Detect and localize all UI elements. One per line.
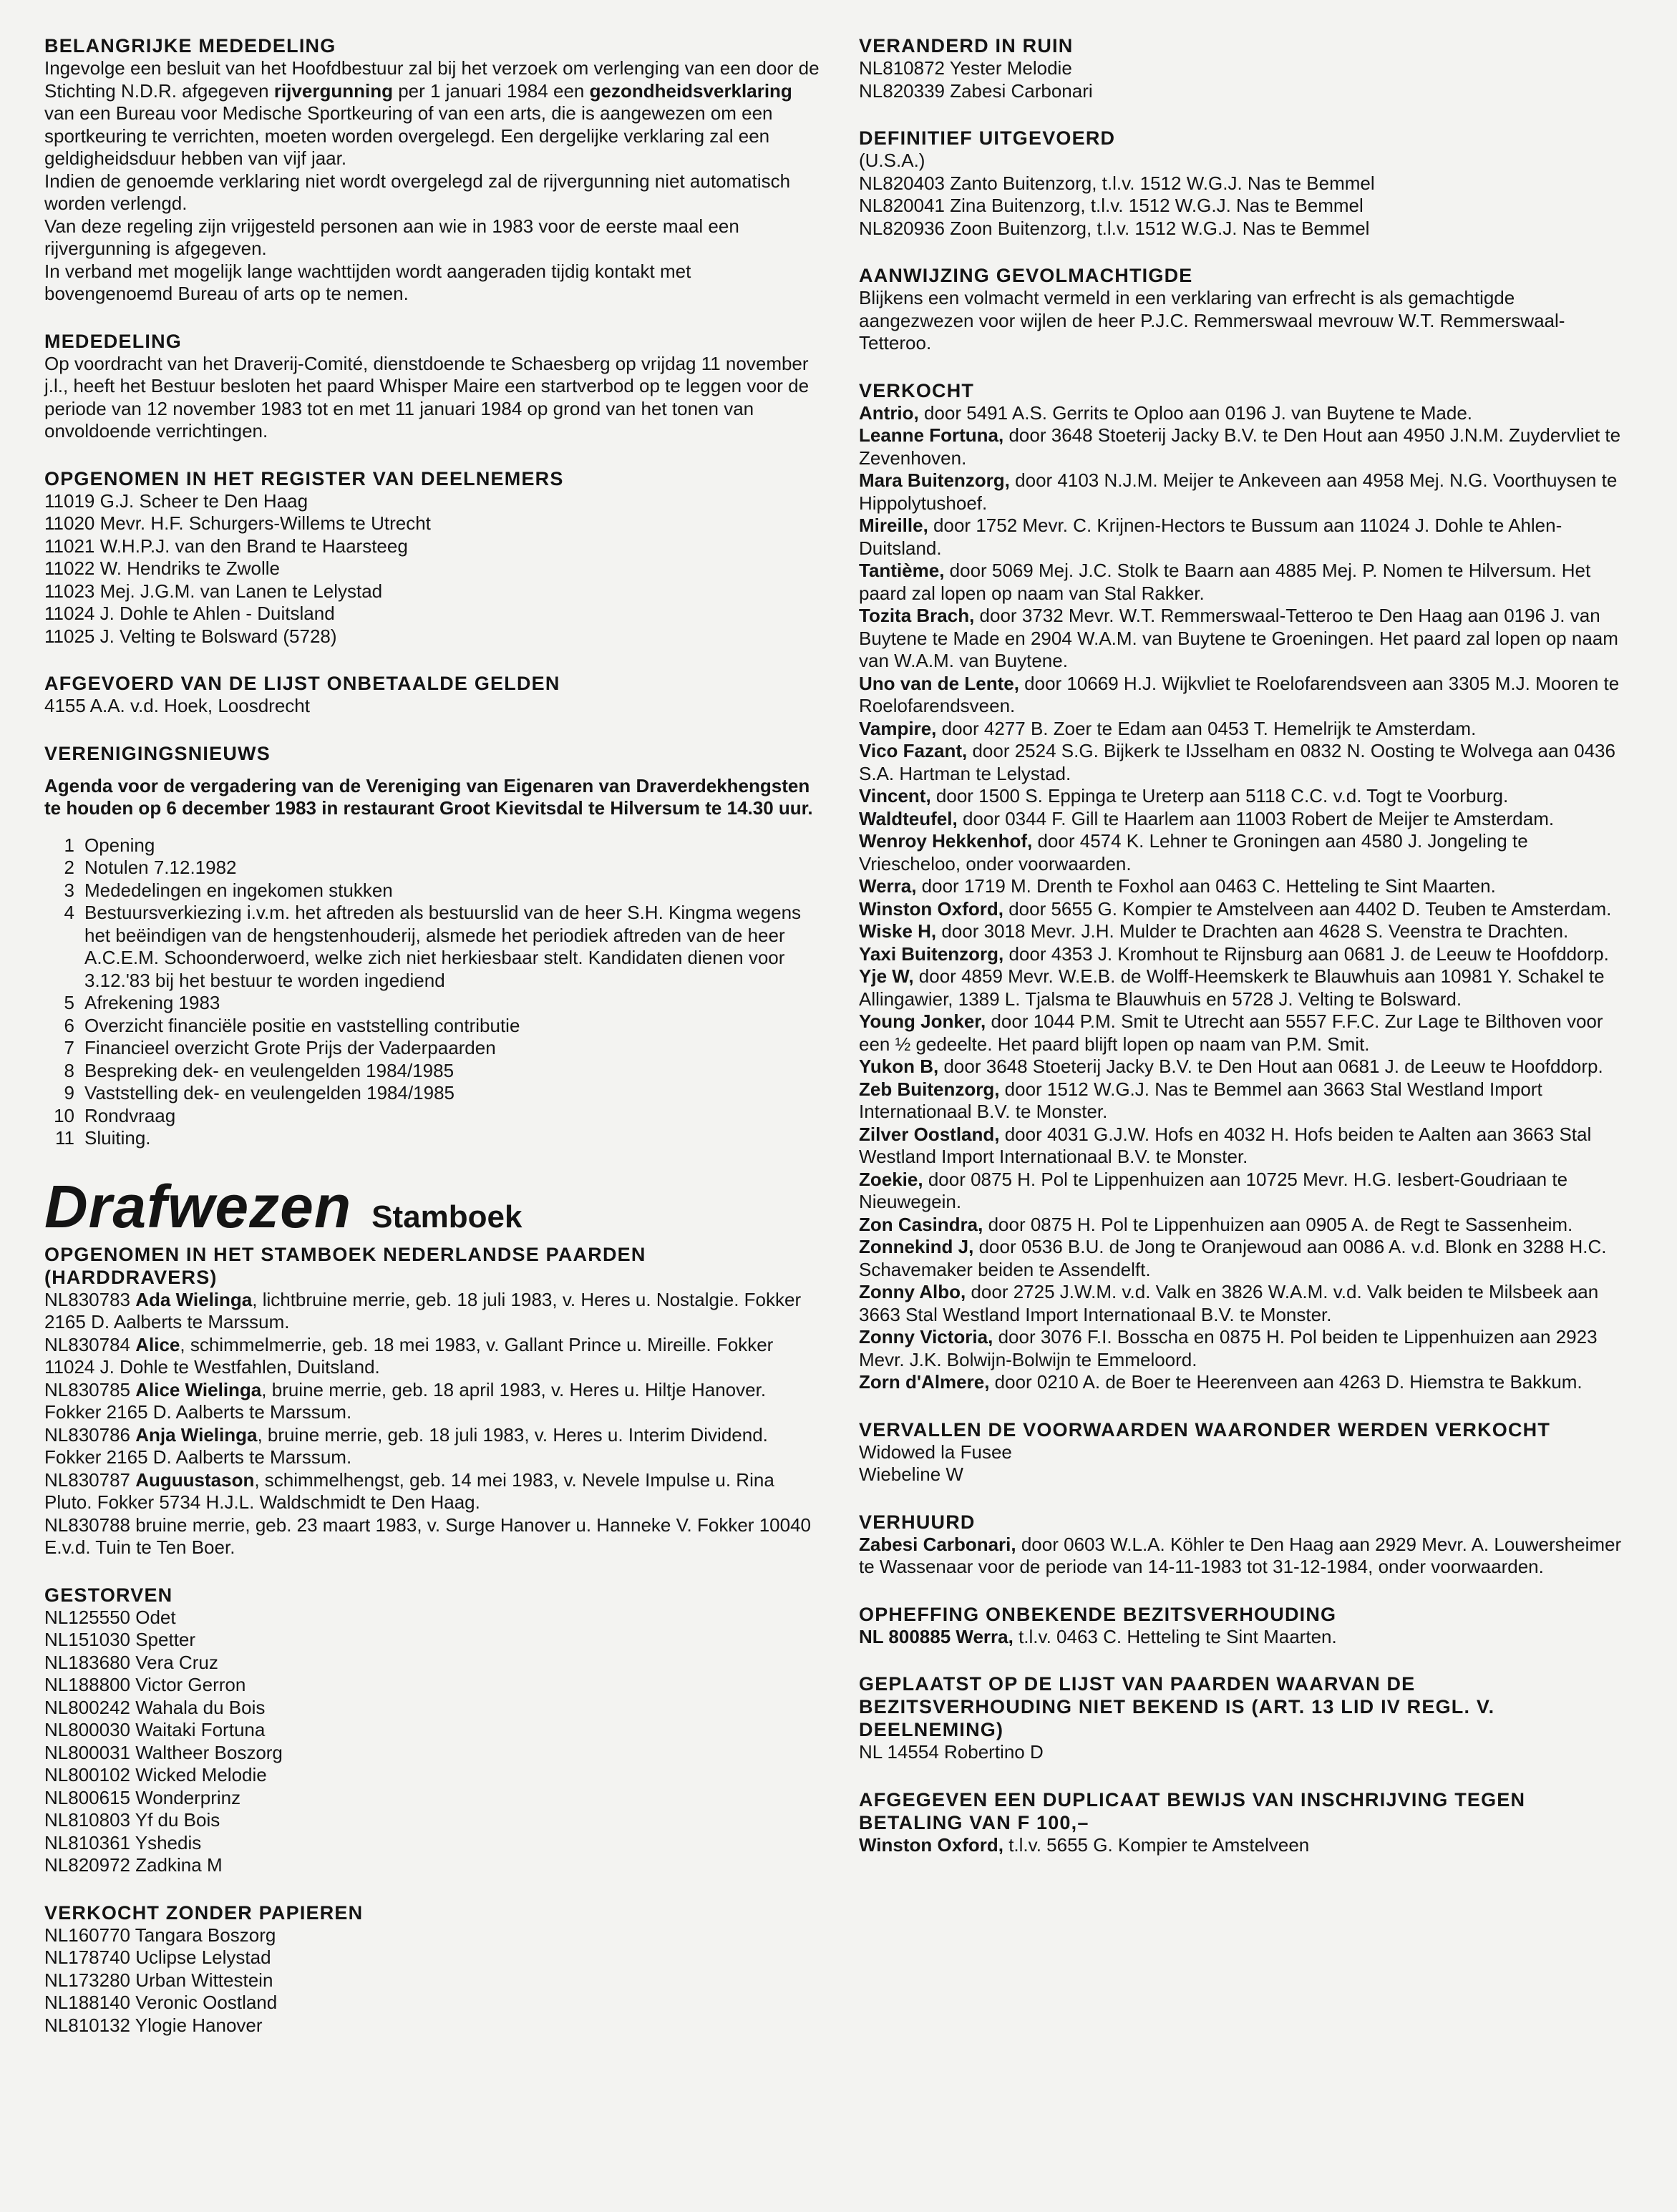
entry-text: door 4031 G.J.W. Hofs en 4032 H. Hofs beiden te Aalten aan 3663 Stal Westland Import Internationaal B.V. te Monster. (859, 1123, 1592, 1167)
verkocht-entry (859, 1056, 1632, 1078)
list-item: NL810361 Yshedis (44, 1831, 202, 1853)
entry-text: door 2524 S.G. Bijkerk te IJsselham en 0832 N. Oosting te Wolvega aan 0436 S.A. Hartman te Lelystad. (859, 740, 1615, 784)
section-heading: GEPLAATST OP DE LIJST VAN PAARDEN WAARVAN DE BEZITSVERHOUDING NIET BEKEND IS (ART. 13 LID IV REGL. V. DEELNEMING) (859, 1673, 1495, 1740)
horse-name: Vampire, (859, 717, 937, 739)
section-heading: AFGEVOERD VAN DE LIJST ONBETAALDE GELDEN (44, 673, 560, 694)
text-run: , bruine merrie, geb. 18 juli 1983, v. Heres u. Interim Dividend. Fokker 2165 D. Aalberts te Marssum. (44, 1423, 768, 1468)
entry-text: door 5655 G. Kompier te Amstelveen aan 4402 D. Teuben te Amsterdam. (1003, 897, 1612, 920)
section-heading: DEFINITIEF UITGEVOERD (859, 127, 1116, 149)
bold-term: gezondheidsverklaring (589, 79, 792, 102)
list-item: NL820936 Zoon Buitenzorg, t.l.v. 1512 W.G.J. Nas te Bemmel (859, 217, 1370, 239)
text-run: NL830787 (44, 1468, 136, 1491)
entry-text: door 0875 H. Pol te Lippenhuizen aan 10725 Mevr. H.G. Iesbert-Goudriaan te Nieuwegein. (859, 1168, 1568, 1212)
section-verenigingsnieuws (44, 742, 821, 1150)
list-item: 11020 Mevr. H.F. Schurgers-Willems te Utrecht (44, 512, 431, 534)
list-item: 11021 W.H.P.J. van den Brand te Haarsteeg (44, 535, 408, 557)
section-stamboek (44, 1243, 821, 1559)
paragraph: Op voordracht van het Draverij-Comité, dienstdoende te Schaesberg op vrijdag 11 november j.l., heeft het Bestuur besloten het paard Whisper Maire een startverbod op te leggen voor de periode van 12 november 1983 tot en met 11 januari 1984 op grond van het tonen van onvoldoende verrichtingen. (44, 352, 810, 442)
agenda-intro: Agenda voor de vergadering van de Vereniging van Eigenaren van Draverdekhengsten te houden op 6 december 1983 in restaurant Groot Kievitsdal te Hilversum te 14.30 uur. (44, 774, 813, 819)
verkocht-entry (859, 402, 1632, 425)
agenda-text: Sluiting. (84, 1127, 151, 1149)
list-item: NL800242 Wahala du Bois (44, 1696, 266, 1718)
agenda-text: Vaststelling dek- en veulengelden 1984/1985 (84, 1082, 455, 1103)
list-item: NL188140 Veronic Oostland (44, 1992, 278, 2013)
agenda-item (44, 1105, 821, 1128)
entry-text: door 4859 Mevr. W.E.B. de Wolff-Heemskerk te Blauwhuis aan 10981 Y. Schakel te Allingawier, 1389 L. Tjalsma te Blauwhuis en 5728 J. Velting te Bolsward. (859, 965, 1605, 1010)
verkocht-entry (859, 673, 1632, 718)
section-duplicaat (859, 1788, 1632, 1857)
agenda-item (44, 857, 821, 880)
bold-term: Ada Wielinga (135, 1288, 253, 1310)
list-item: NL820041 Zina Buitenzorg, t.l.v. 1512 W.G.J. Nas te Bemmel (859, 195, 1364, 216)
text-run: , bruine merrie, geb. 18 april 1983, v. Heres u. Hiltje Hanover. Fokker 2165 D. Aalberts te Marssum. (44, 1378, 767, 1423)
text-run: , schimmelmerrie, geb. 18 mei 1983, v. Gallant Prince u. Mireille. Fokker 11024 J. Dohle te Westfahlen, Duitsland. (44, 1333, 774, 1378)
agenda-item (44, 992, 821, 1015)
section-gestorven (44, 1584, 821, 1877)
entry-text: door 1512 W.G.J. Nas te Bemmel aan 3663 Stal Westland Import Internationaal B.V. te Monster. (859, 1078, 1542, 1122)
list-item: 11022 W. Hendriks te Zwolle (44, 557, 280, 579)
text-run: NL830786 (44, 1423, 136, 1446)
verkocht-entries (859, 402, 1632, 1394)
register-list (44, 490, 821, 648)
horse-name: Mireille, (859, 515, 928, 536)
verkocht-entry (859, 1371, 1632, 1394)
entry-name: Zabesi Carbonari, (859, 1533, 1016, 1555)
vervallen-list (859, 1441, 1632, 1486)
verkocht-entry (859, 1078, 1632, 1124)
horse-name: Wiske H, (859, 920, 937, 942)
verkocht-entry (859, 469, 1632, 515)
horse-name: Leanne Fortuna, (859, 424, 1004, 446)
agenda-item (44, 1060, 821, 1083)
horse-name: Zonnekind J, (859, 1236, 974, 1257)
gestorven-list (44, 1607, 821, 1877)
entry-text: door 3018 Mevr. J.H. Mulder te Drachten aan 4628 S. Veenstra te Drachten. (936, 920, 1569, 942)
stamboek-entry (44, 1424, 821, 1469)
agenda-list (44, 834, 821, 1150)
entry-text: door 1752 Mevr. C. Krijnen-Hectors te Bussum aan 11024 J. Dohle te Ahlen-Duitsland. (859, 515, 1562, 559)
verkocht-entry (859, 830, 1632, 875)
text-run: Ingevolge een besluit van het Hoofdbestuur zal bij het verzoek om verlenging van een door de Stichting N.D.R. afgegeven (44, 57, 820, 102)
geplaatst-list (859, 1741, 1632, 1764)
paragraph (44, 57, 821, 170)
verkocht-entry (859, 920, 1632, 943)
agenda-text: Overzicht financiële positie en vaststelling contributie (84, 1014, 520, 1036)
list-item: (U.S.A.) (859, 150, 925, 171)
verkocht-entry (859, 605, 1632, 673)
agenda-number: 10 (54, 1104, 74, 1126)
agenda-item (44, 1037, 821, 1060)
list-item: 11023 Mej. J.G.M. van Lanen te Lelystad (44, 580, 383, 602)
list-item: 11019 G.J. Scheer te Den Haag (44, 489, 308, 512)
section-ruin (859, 34, 1632, 102)
list-item: NL810803 Yf du Bois (44, 1809, 220, 1831)
verkocht-entry (859, 1010, 1632, 1056)
section-heading: BELANGRIJKE MEDEDELING (44, 35, 336, 57)
ruin-list (859, 57, 1632, 102)
entry-text: door 0536 B.U. de Jong te Oranjewoud aan 0086 A. v.d. Blonk en 3288 H.C. Schavemaker beiden te Assendelft. (859, 1236, 1607, 1280)
verkocht-entry (859, 718, 1632, 741)
section-heading: VERENIGINGSNIEUWS (44, 742, 271, 764)
section-vervallen (859, 1418, 1632, 1486)
list-item: Widowed la Fusee (859, 1441, 1012, 1463)
stamboek-entry (44, 1379, 821, 1424)
paragraph: Van deze regeling zijn vrijgesteld personen aan wie in 1983 voor de eerste maal een rijvergunning is afgegeven. (44, 215, 739, 259)
zonder-papieren-list (44, 1924, 821, 2037)
entry-text: door 1500 S. Eppinga te Ureterp aan 5118 C.C. v.d. Togt te Voorburg. (930, 785, 1509, 807)
list-item: NL800615 Wonderprinz (44, 1786, 241, 1808)
horse-name: Tozita Brach, (859, 605, 975, 626)
text-run: , schimmelhengst, geb. 14 mei 1983, v. Nevele Impulse u. Rina Pluto. Fokker 5734 H.J.L. Waldschmidt te Den Haag. (44, 1468, 774, 1513)
list-item: 4155 A.A. v.d. Hoek, Loosdrecht (44, 695, 310, 716)
stamboek-entry (44, 1514, 821, 1559)
entry-text: door 3648 Stoeterij Jacky B.V. te Den Hout aan 4950 J.N.M. Zuydervliet te Zevenhoven. (859, 424, 1621, 469)
text-run: NL830784 (44, 1333, 136, 1355)
section-zonder-papieren (44, 1901, 821, 2037)
list-item: NL810872 Yester Melodie (859, 57, 1072, 79)
section-uitgevoerd (859, 127, 1632, 240)
entry (859, 1534, 1632, 1579)
verkocht-entry (859, 785, 1632, 808)
entry-text: door 2725 J.W.M. v.d. Valk en 3826 W.A.M. v.d. Valk beiden te Milsbeek aan 3663 Stal Westland Import Internationaal B.V. te Monster. (859, 1281, 1599, 1325)
entry-text: door 3648 Stoeterij Jacky B.V. te Den Hout aan 0681 J. de Leeuw te Hoofddorp. (938, 1056, 1603, 1077)
stamboek-entry (44, 1469, 821, 1514)
horse-name: Uno van de Lente, (859, 672, 1019, 694)
agenda-item (44, 880, 821, 902)
entry-text: t.l.v. 5655 G. Kompier te Amstelveen (1003, 1833, 1310, 1856)
agenda-number: 4 (64, 902, 74, 923)
left-column (44, 34, 821, 2061)
entry-text: door 1719 M. Drenth te Foxhol aan 0463 C. Hetteling te Sint Maarten. (916, 875, 1496, 897)
agenda-number: 1 (64, 834, 74, 856)
agenda-number: 3 (64, 879, 74, 901)
agenda-item (44, 834, 821, 857)
section-heading: VERKOCHT ZONDER PAPIEREN (44, 1901, 364, 1924)
section-heading: AFGEGEVEN EEN DUPLICAAT BEWIJS VAN INSCHRIJVING TEGEN BETALING VAN F 100,– (859, 1788, 1526, 1833)
text-run: NL830783 (44, 1288, 136, 1310)
section-heading: VERVALLEN DE VOORWAARDEN WAARONDER WERDEN VERKOCHT (859, 1418, 1551, 1441)
entry-name: NL 800885 Werra, (859, 1625, 1014, 1647)
stamboek-entries (44, 1289, 821, 1559)
verkocht-entry (859, 515, 1632, 560)
agenda-item (44, 1015, 821, 1038)
horse-name: Yje W, (859, 965, 914, 987)
section-heading: OPHEFFING ONBEKENDE BEZITSVERHOUDING (859, 1603, 1337, 1625)
agenda-text: Bespreking dek- en veulengelden 1984/1985 (84, 1059, 455, 1081)
entry-text: door 4277 B. Zoer te Edam aan 0453 T. Hemelrijk te Amsterdam. (936, 717, 1477, 739)
agenda-text: Notulen 7.12.1982 (84, 857, 237, 878)
verkocht-entry (859, 1214, 1632, 1237)
section-heading: OPGENOMEN IN HET STAMBOEK NEDERLANDSE PAARDEN (HARDDRAVERS) (44, 1243, 646, 1288)
verkocht-entry (859, 1281, 1632, 1326)
list-item: 11025 J. Velting te Bolsward (5728) (44, 625, 337, 647)
entry (859, 1834, 1632, 1857)
paragraph: In verband met mogelijk lange wachttijden wordt aangeraden tijdig kontakt met bovengenoemd Bureau of arts op te nemen. (44, 260, 691, 304)
verkocht-entry (859, 808, 1632, 831)
text-run: van een Bureau voor Medische Sportkeuring of van een arts, die is aangewezen om een sportkeuring te verrichten, moeten worden overgelegd. Een dergelijke verklaring zal een geldigheidsduur hebben van vijf jaar. (44, 102, 773, 169)
list-item: NL173280 Urban Wittestein (44, 1969, 273, 1991)
agenda-number: 2 (64, 857, 74, 878)
agenda-number: 11 (55, 1127, 74, 1149)
agenda-number: 5 (64, 992, 74, 1013)
horse-name: Zorn d'Almere, (859, 1371, 990, 1393)
agenda-text: Bestuursverkiezing i.v.m. het aftreden als bestuurslid van de heer S.H. Kingma wegens het beëindigen van de hengstenhouderij, alsmede het periodiek aftreden van de heer A.C.E.M. Schoonderwoerd, welke zich niet herkiesbaar stelt. Kandidaten dienen voor 3.12.'83 bij het bestuur te worden ingediend (84, 902, 802, 991)
agenda-item (44, 1127, 821, 1150)
section-heading: AANWIJZING GEVOLMACHTIGDE (859, 265, 1193, 286)
list-item: NL125550 Odet (44, 1606, 176, 1628)
entry-text: door 0875 H. Pol te Lippenhuizen aan 0905 A. de Regt te Sassenheim. (983, 1213, 1573, 1235)
horse-name: Yukon B, (859, 1056, 939, 1077)
horse-name: Zonny Albo, (859, 1281, 966, 1302)
bold-term: Alice Wielinga (135, 1378, 262, 1400)
drafwezen-masthead (44, 1174, 821, 1239)
list-item: NL183680 Vera Cruz (44, 1651, 218, 1673)
agenda-item (44, 902, 821, 992)
section-heading: VERANDERD IN RUIN (859, 35, 1074, 57)
section-heading: MEDEDELING (44, 330, 183, 352)
list-item: NL820972 Zadkina M (44, 1854, 223, 1876)
verkocht-entry (859, 943, 1632, 966)
entry-name: Winston Oxford, (859, 1833, 1003, 1856)
agenda-text: Opening (84, 834, 155, 856)
section-heading: VERKOCHT (859, 379, 975, 401)
section-verhuurd (859, 1511, 1632, 1579)
agenda-number: 7 (64, 1037, 74, 1058)
list-item: NL800102 Wicked Melodie (44, 1764, 267, 1785)
entry-text: door 3076 F.I. Bosscha en 0875 H. Pol beiden te Lippenhuizen aan 2923 Mevr. J.K. Bolwijn-Bolwijn te Emmeloord. (859, 1326, 1598, 1370)
paragraph: Indien de genoemde verklaring niet wordt overgelegd zal de rijvergunning niet automatisch worden verlengd. (44, 170, 791, 214)
verkocht-entry (859, 1169, 1632, 1214)
section-opheffing (859, 1603, 1632, 1649)
verkocht-entry (859, 898, 1632, 921)
brand-title: Drafwezen (44, 1172, 352, 1240)
bold-term: Alice (135, 1333, 180, 1355)
horse-name: Vincent, (859, 785, 931, 807)
agenda-number: 9 (64, 1082, 74, 1103)
afgevoerd-list (44, 695, 821, 718)
entry-text: door 5069 Mej. J.C. Stolk te Baarn aan 4885 Mej. P. Nomen te Hilversum. Het paard zal lopen op naam van Stal Rakker. (859, 560, 1591, 604)
entry-text: t.l.v. 0463 C. Hetteling te Sint Maarten. (1013, 1625, 1337, 1647)
paragraph: Blijkens een volmacht vermeld in een verklaring van erfrecht is als gemachtigde aangezwezen voor wijlen de heer P.J.C. Remmerswaal mevrouw W.T. Remmerswaal-Tetteroo. (859, 287, 1565, 354)
horse-name: Waldteufel, (859, 807, 958, 829)
entry-text: door 0344 F. Gill te Haarlem aan 11003 Robert de Meijer te Amsterdam. (957, 807, 1555, 829)
verkocht-entry (859, 965, 1632, 1010)
verkocht-entry (859, 1124, 1632, 1169)
list-item: NL 14554 Robertino D (859, 1741, 1044, 1763)
verkocht-entry (859, 875, 1632, 898)
list-item: NL188800 Victor Gerron (44, 1674, 246, 1695)
bold-term: rijvergunning (273, 79, 393, 102)
horse-name: Tantième, (859, 560, 945, 581)
verkocht-entry (859, 560, 1632, 605)
section-afgevoerd (44, 672, 821, 718)
horse-name: Young Jonker, (859, 1010, 986, 1032)
horse-name: Werra, (859, 875, 917, 897)
entry-text: door 0210 A. de Boer te Heerenveen aan 4263 D. Hiemstra te Bakkum. (989, 1371, 1583, 1393)
list-item: NL820403 Zanto Buitenzorg, t.l.v. 1512 W.G.J. Nas te Bemmel (859, 172, 1375, 194)
text-run: , lichtbruine merrie, geb. 18 juli 1983, v. Heres u. Nostalgie. Fokker 2165 D. Aalberts te Marssum. (44, 1288, 802, 1332)
uitgevoerd-list (859, 150, 1632, 240)
section-heading: GESTORVEN (44, 1584, 173, 1606)
stamboek-entry (44, 1289, 821, 1334)
text-run: NL830788 bruine merrie, geb. 23 maart 1983, v. Surge Hanover u. Hanneke V. Fokker 10040 E.v.d. Tuin te Ten Boer. (44, 1514, 811, 1558)
stamboek-entry (44, 1334, 821, 1379)
section-heading: VERHUURD (859, 1511, 976, 1533)
entry-text: door 4103 N.J.M. Meijer te Ankeveen aan 4958 Mej. N.G. Voorthuysen te Hippolytushoef. (859, 469, 1618, 514)
verkocht-entry (859, 1326, 1632, 1371)
list-item: NL151030 Spetter (44, 1629, 196, 1650)
entry-text: door 1044 P.M. Smit te Utrecht aan 5557 F.F.C. Zur Lage te Bilthoven voor een ½ gedeelte. Het paard blijft lopen op naam van P.M. Smit. (859, 1010, 1603, 1055)
right-column (859, 34, 1632, 1881)
section-verkocht (859, 379, 1632, 1394)
agenda-number: 8 (64, 1059, 74, 1081)
entry-text: door 5491 A.S. Gerrits te Oploo aan 0196 J. van Buytene te Made. (918, 401, 1473, 424)
agenda-item (44, 1082, 821, 1105)
entry-text: door 4574 K. Lehner te Groningen aan 4580 J. Jongeling te Vriescheloo, onder voorwaarden. (859, 830, 1528, 874)
entry-text: door 10669 H.J. Wijkvliet te Roelofarendsveen aan 3305 M.J. Mooren te Roelofarendsveen. (859, 672, 1620, 716)
brand-subtitle: Stamboek (371, 1199, 522, 1234)
entry-text: door 4353 J. Kromhout te Rijnsburg aan 0681 J. de Leeuw te Hoofddorp. (1003, 942, 1609, 965)
horse-name: Winston Oxford, (859, 897, 1003, 920)
horse-name: Zon Casindra, (859, 1213, 983, 1235)
horse-name: Wenroy Hekkenhof, (859, 830, 1033, 852)
horse-name: Yaxi Buitenzorg, (859, 942, 1004, 965)
agenda-number: 6 (64, 1014, 74, 1036)
horse-name: Zeb Buitenzorg, (859, 1078, 1000, 1100)
list-item: NL160770 Tangara Boszorg (44, 1924, 276, 1946)
section-mededeling (44, 330, 821, 443)
verkocht-entry (859, 1236, 1632, 1281)
horse-name: Vico Fazant, (859, 740, 968, 761)
section-gevolmachtigde (859, 264, 1632, 355)
list-item: NL810132 Ylogie Hanover (44, 2014, 263, 2036)
bold-term: Anja Wielinga (135, 1423, 258, 1446)
list-item: NL800031 Waltheer Boszorg (44, 1741, 283, 1763)
horse-name: Zoekie, (859, 1168, 923, 1190)
agenda-text: Mededelingen en ingekomen stukken (84, 879, 393, 901)
entry-text: door 0603 W.L.A. Köhler te Den Haag aan 2929 Mevr. A. Louwersheimer te Wassenaar voor de periode van 14-11-1983 tot 31-12-1984, onder voorwaarden. (859, 1533, 1622, 1577)
list-item: NL178740 Uclipse Lelystad (44, 1947, 271, 1968)
list-item: 11024 J. Dohle te Ahlen - Duitsland (44, 603, 335, 624)
text-run: per 1 januari 1984 een (392, 79, 590, 102)
verkocht-entry (859, 424, 1632, 469)
entry-text: door 3732 Mevr. W.T. Remmerswaal-Tetteroo te Den Haag aan 0196 J. van Buytene te Made en 2904 W.A.M. van Buytene te Groeningen. Het paard zal lopen op naam van W.A.M. van Buytene. (859, 605, 1618, 671)
verkocht-entry (859, 740, 1632, 785)
agenda-text: Afrekening 1983 (84, 992, 220, 1013)
bold-term: Auguustason (135, 1468, 255, 1491)
entry (859, 1626, 1632, 1649)
section-register-deelnemers (44, 467, 821, 648)
horse-name: Zonny Victoria, (859, 1326, 993, 1348)
section-heading: OPGENOMEN IN HET REGISTER VAN DEELNEMERS (44, 467, 564, 489)
list-item: NL800030 Waitaki Fortuna (44, 1719, 266, 1740)
section-geplaatst (859, 1672, 1632, 1764)
agenda-text: Rondvraag (84, 1104, 176, 1126)
section-belangrijke-mededeling (44, 34, 821, 306)
list-item: NL820339 Zabesi Carbonari (859, 79, 1093, 102)
list-item: Wiebeline W (859, 1463, 963, 1485)
horse-name: Zilver Oostland, (859, 1123, 1000, 1145)
agenda-text: Financieel overzicht Grote Prijs der Vaderpaarden (84, 1037, 496, 1058)
horse-name: Antrio, (859, 401, 919, 424)
horse-name: Mara Buitenzorg, (859, 469, 1010, 491)
text-run: NL830785 (44, 1378, 136, 1400)
